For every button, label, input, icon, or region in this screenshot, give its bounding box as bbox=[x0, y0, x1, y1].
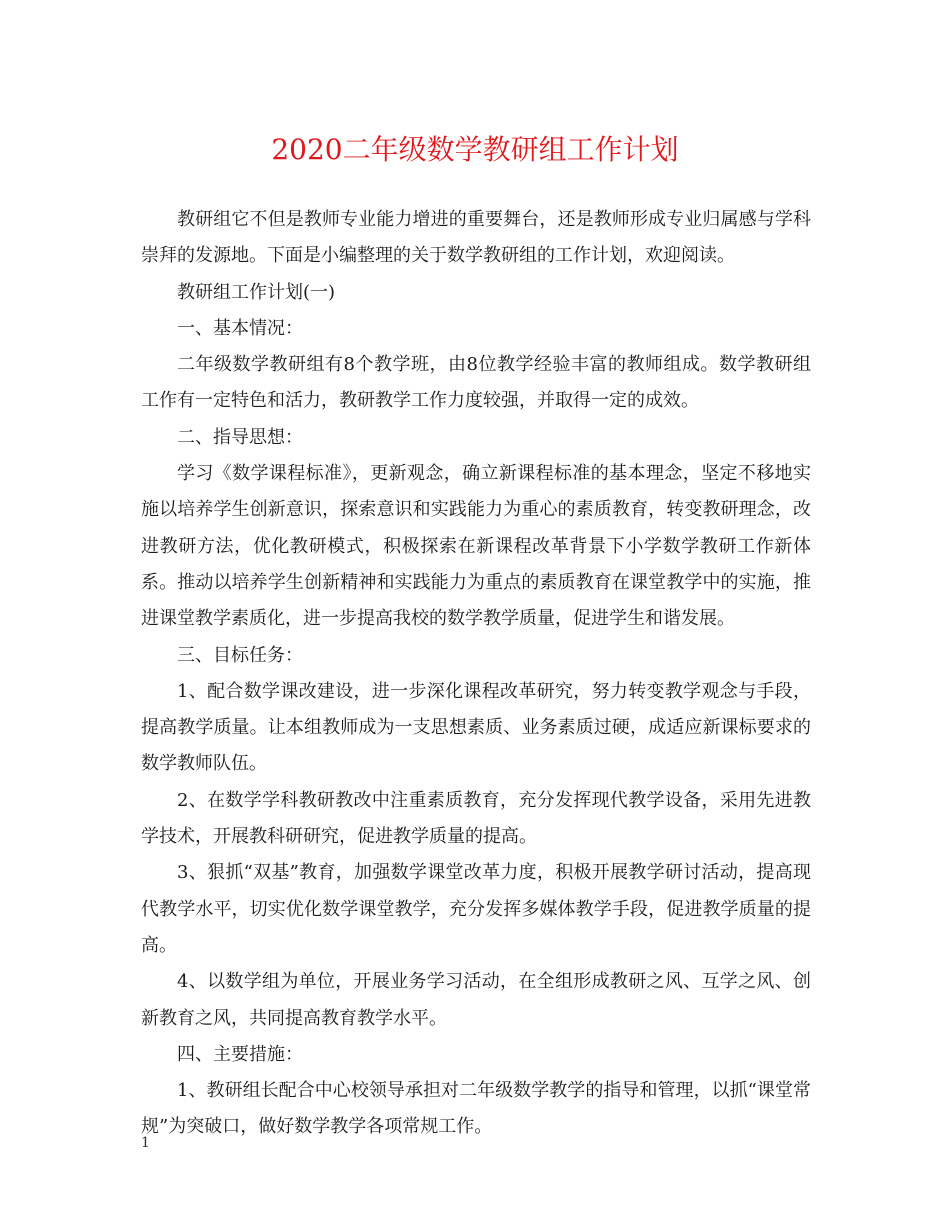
document-body bbox=[141, 202, 811, 1146]
paragraph: 二年级数学教研组有8个教学班，由8位教学经验丰富的教师组成。数学教研组工作有一定特色和活力，教研教学工作力度较强，并取得一定的成效。 bbox=[141, 354, 811, 412]
paragraph: 三、目标任务： bbox=[177, 644, 303, 666]
paragraph: 二、指导思想： bbox=[177, 426, 303, 448]
paragraph: 1、配合数学课改建设，进一步深化课程改革研究，努力转变教学观念与手段，提高教学质量。让本组教师成为一支思想素质、业务素质过硬，成适应新课标要求的数学教师队伍。 bbox=[141, 680, 811, 775]
paragraph: 1、教研组长配合中心校领导承担对二年级数学教学的指导和管理，以抓“课堂常规”为突破口，做好数学教学各项常规工作。 bbox=[141, 1080, 811, 1138]
document-title: 2020二年级数学教研组工作计划 bbox=[271, 133, 679, 166]
paragraph: 2、在数学学科教研教改中注重素质教育，充分发挥现代教学设备，采用先进教学技术，开展教科研研究，促进教学质量的提高。 bbox=[141, 789, 811, 848]
paragraph: 四、主要措施： bbox=[177, 1043, 303, 1065]
paragraph: 一、基本情况： bbox=[177, 317, 303, 339]
paragraph: 教研组工作计划(一) bbox=[177, 281, 336, 303]
page-number: 1 bbox=[141, 1135, 150, 1151]
paragraph: 4、以数学组为单位，开展业务学习活动，在全组形成教研之风、互学之风、创新教育之风，共同提高教育教学水平。 bbox=[141, 971, 811, 1029]
paragraph: 教研组它不但是教师专业能力增进的重要舞台，还是教师形成专业归属感与学科崇拜的发源地。下面是小编整理的关于数学教研组的工作计划，欢迎阅读。 bbox=[141, 209, 811, 267]
paragraph: 学习《数学课程标准》，更新观念，确立新课程标准的基本理念，坚定不移地实施以培养学生创新意识，探索意识和实践能力为重心的素质教育，转变教研理念，改进教研方法，优化教研模式，积极探索在新课程改革背景下小学数学教研工作新体系。推动以培养学生创新精神和实践能力为重点的素质教育在课堂教学中的实施，推进课堂教学素质化，进一步提高我校的数学教学质量，促进学生和谐发展。 bbox=[141, 463, 811, 630]
paragraph: 3、狠抓“双基”教育，加强数学课堂改革力度，积极开展教学研讨活动，提高现代教学水平，切实优化数学课堂教学，充分发挥多媒体教学手段，促进教学质量的提高。 bbox=[141, 862, 811, 956]
